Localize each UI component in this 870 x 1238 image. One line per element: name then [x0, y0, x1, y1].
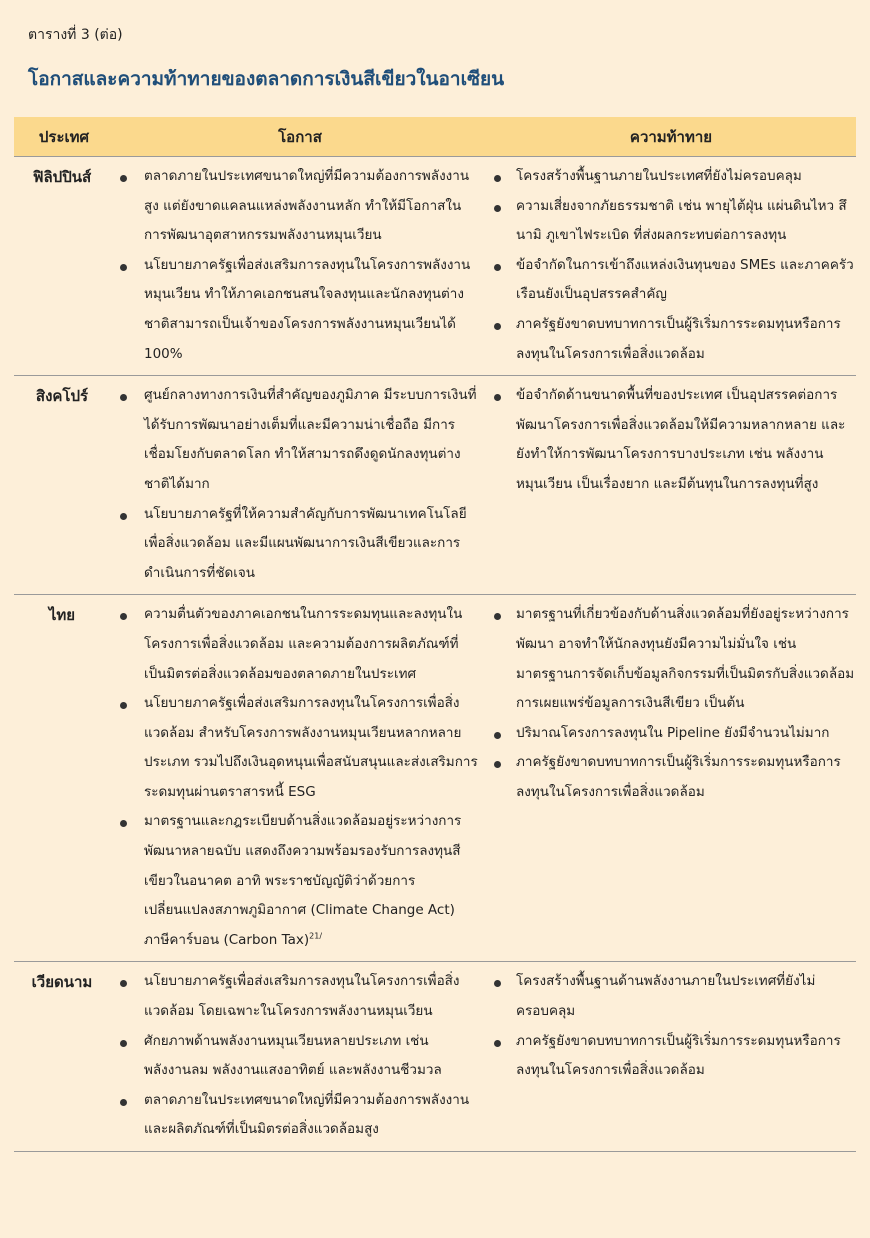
list-item: ความตื่นตัวของภาคเอกชนในการระดมทุนและลงทุนในโครงการเพื่อสิ่งแวดล้อม และความต้องการผลิตภัณฑ์ที่เป็นมิตรต่อสิ่งแวดล้อมของตลาดภายในประเทศ	[114, 600, 486, 689]
bullet-icon	[494, 732, 501, 739]
bullet-icon	[494, 761, 501, 768]
list-item: นโยบายภาครัฐเพื่อส่งเสริมการลงทุนในโครงการเพื่อสิ่งแวดล้อม สำหรับโครงการพลังงานหมุนเวียนหลากหลายประเภท รวมไปถึงเงินอุดหนุนเพื่อสนับสนุนและส่งเสริมการระดมทุนผ่านตราสารหนี้ ESG	[114, 689, 486, 807]
bullet-icon	[494, 175, 501, 182]
country-cell: เวียดนาม	[14, 962, 114, 1152]
challenges-cell	[486, 962, 856, 1152]
bullet-icon	[120, 513, 127, 520]
table-caption: ตารางที่ 3 (ต่อ)	[28, 27, 123, 43]
opportunities-cell	[114, 595, 486, 962]
bullet-icon	[120, 702, 127, 709]
list-item: นโยบายภาครัฐเพื่อส่งเสริมการลงทุนในโครงการพลังงานหมุนเวียน ทำให้ภาคเอกชนสนใจลงทุนและนักลงทุนต่างชาติสามารถเป็นเจ้าของโครงการพลังงานหมุนเวียนได้ 100%	[114, 251, 486, 369]
bullet-icon	[494, 980, 501, 987]
challenges-cell	[486, 157, 856, 376]
table-row	[14, 376, 856, 595]
bullet-icon	[120, 175, 127, 182]
list-item: โครงสร้างพื้นฐานด้านพลังงานภายในประเทศที่ยังไม่ครอบคลุม	[486, 967, 856, 1026]
list-item: ภาครัฐยังขาดบทบาทการเป็นผู้ริเริ่มการระดมทุนหรือการลงทุนในโครงการเพื่อสิ่งแวดล้อม	[486, 1027, 856, 1086]
header-challenges: ความท้าทาย	[486, 117, 856, 157]
list-item: โครงสร้างพื้นฐานภายในประเทศที่ยังไม่ครอบคลุม	[486, 162, 856, 192]
bullet-icon	[120, 820, 127, 827]
country-cell: ไทย	[14, 595, 114, 962]
bullet-icon	[120, 980, 127, 987]
bullet-icon	[120, 1099, 127, 1106]
list-item: มาตรฐานและกฎระเบียบด้านสิ่งแวดล้อมอยู่ระหว่างการพัฒนาหลายฉบับ แสดงถึงความพร้อมรองรับการลงทุนสีเขียวในอนาคต อาทิ พระราชบัญญัติว่าด้วยการเปลี่ยนแปลงสภาพภูมิอากาศ (Climate Change Act) ภาษีคาร์บอน (Carbon Tax)$^{21/}$	[114, 807, 486, 955]
list-item: ภาครัฐยังขาดบทบาทการเป็นผู้ริเริ่มการระดมทุนหรือการลงทุนในโครงการเพื่อสิ่งแวดล้อม	[486, 748, 856, 807]
bullet-icon	[120, 394, 127, 401]
challenges-cell	[486, 595, 856, 962]
list-item: มาตรฐานที่เกี่ยวข้องกับด้านสิ่งแวดล้อมที่ยังอยู่ระหว่างการพัฒนา อาจทำให้นักลงทุนยังมีความไม่มั่นใจ เช่น มาตรฐานการจัดเก็บข้อมูลกิจกรรมที่เป็นมิตรกับสิ่งแวดล้อม การเผยแพร่ข้อมูลการเงินสีเขียว เป็นต้น	[486, 600, 856, 718]
opportunities-cell	[114, 376, 486, 595]
opportunities-challenges-table	[14, 117, 856, 1152]
challenges-cell	[486, 376, 856, 595]
opportunities-cell	[114, 157, 486, 376]
footnote-ref: 21/	[309, 931, 323, 941]
table-row	[14, 962, 856, 1152]
bullet-icon	[494, 613, 501, 620]
list-item: ปริมาณโครงการลงทุนใน Pipeline ยังมีจำนวนไม่มาก	[486, 719, 856, 749]
bullet-icon	[494, 264, 501, 271]
table-row	[14, 595, 856, 962]
bullet-icon	[120, 264, 127, 271]
bullet-icon	[494, 1040, 501, 1047]
list-item: นโยบายภาครัฐเพื่อส่งเสริมการลงทุนในโครงการเพื่อสิ่งแวดล้อม โดยเฉพาะในโครงการพลังงานหมุนเวียน	[114, 967, 486, 1026]
header-country: ประเทศ	[14, 117, 114, 157]
list-item: ภาครัฐยังขาดบทบาทการเป็นผู้ริเริ่มการระดมทุนหรือการลงทุนในโครงการเพื่อสิ่งแวดล้อม	[486, 310, 856, 369]
country-cell: สิงคโปร์	[14, 376, 114, 595]
page-title: โอกาสและความท้าทายของตลาดการเงินสีเขียวในอาเซียน	[28, 68, 505, 90]
bullet-icon	[494, 323, 501, 330]
list-item: ตลาดภายในประเทศขนาดใหญ่ที่มีความต้องการพลังงานสูง แต่ยังขาดแคลนแหล่งพลังงานหลัก ทำให้มีโอกาสในการพัฒนาอุตสาหกรรมพลังงานหมุนเวียน	[114, 162, 486, 251]
bullet-icon	[120, 613, 127, 620]
country-cell: ฟิลิปปินส์	[14, 157, 114, 376]
table-header-row	[14, 117, 856, 157]
list-item: ข้อจำกัดด้านขนาดพื้นที่ของประเทศ เป็นอุปสรรคต่อการพัฒนาโครงการเพื่อสิ่งแวดล้อมให้มีความหลากหลาย และยังทำให้การพัฒนาโครงการบางประเภท เช่น พลังงานหมุนเวียน เป็นเรื่องยาก และมีต้นทุนในการลงทุนที่สูง	[486, 381, 856, 499]
table-row	[14, 157, 856, 376]
bullet-icon	[494, 394, 501, 401]
list-item: ตลาดภายในประเทศขนาดใหญ่ที่มีความต้องการพลังงานและผลิตภัณฑ์ที่เป็นมิตรต่อสิ่งแวดล้อมสูง	[114, 1086, 486, 1145]
list-item: ข้อจำกัดในการเข้าถึงแหล่งเงินทุนของ SMEs และภาคครัวเรือนยังเป็นอุปสรรคสำคัญ	[486, 251, 856, 310]
opportunities-cell	[114, 962, 486, 1152]
list-item: ศักยภาพด้านพลังงานหมุนเวียนหลายประเภท เช่น พลังงานลม พลังงานแสงอาทิตย์ และพลังงานชีวมวล	[114, 1027, 486, 1086]
bullet-icon	[120, 1040, 127, 1047]
bullet-icon	[494, 205, 501, 212]
list-item: นโยบายภาครัฐที่ให้ความสำคัญกับการพัฒนาเทคโนโลยีเพื่อสิ่งแวดล้อม และมีแผนพัฒนาการเงินสีเขียวและการดำเนินการที่ชัดเจน	[114, 500, 486, 589]
list-item: ศูนย์กลางทางการเงินที่สำคัญของภูมิภาค มีระบบการเงินที่ได้รับการพัฒนาอย่างเต็มที่และมีความน่าเชื่อถือ มีการเชื่อมโยงกับตลาดโลก ทำให้สามารถดึงดูดนักลงทุนต่างชาติได้มาก	[114, 381, 486, 499]
list-item: ความเสี่ยงจากภัยธรรมชาติ เช่น พายุไต้ฝุ่น แผ่นดินไหว สึนามิ ภูเขาไฟระเบิด ที่ส่งผลกระทบต่อการลงทุน	[486, 192, 856, 251]
header-opportunities: โอกาส	[114, 117, 486, 157]
